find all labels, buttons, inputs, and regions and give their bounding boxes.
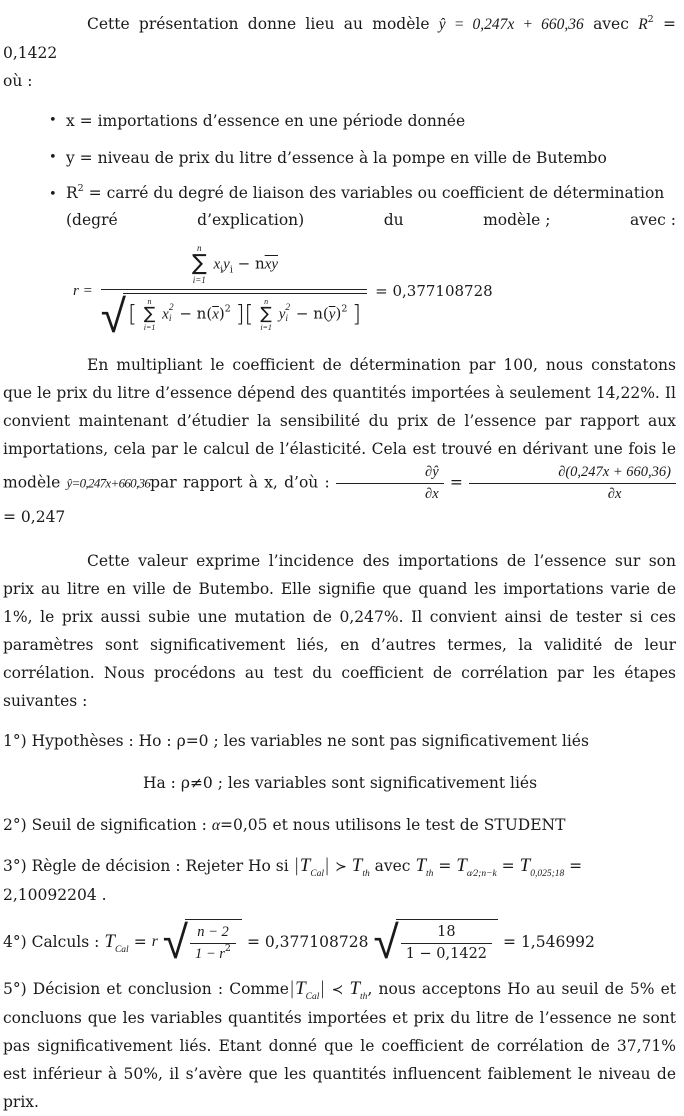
r2-symbol: R xyxy=(66,184,78,202)
sum-operator xyxy=(192,243,207,286)
list-item-x-definition xyxy=(49,107,676,135)
t-symbol: T xyxy=(415,855,427,877)
r2-definition-text: = carré du degré de liaison des variables ou coefficient de détermination xyxy=(88,184,665,202)
r-variable: r xyxy=(151,933,158,951)
r-squared-equals: = 0,1422 xyxy=(3,15,676,62)
square-root xyxy=(373,915,498,970)
t-quantile-subscript: 0,025;18 xyxy=(530,869,565,880)
sum-lower-limit: i=1 xyxy=(192,275,206,286)
t-th-subscript: th xyxy=(362,869,370,880)
sum-upper-limit: n xyxy=(147,296,152,306)
partial-x: ∂x xyxy=(425,485,439,502)
t-cal-subscript: Cal xyxy=(114,945,129,956)
var-y: y xyxy=(223,256,230,273)
sup-2: 2 xyxy=(224,943,231,955)
sup-2: 2 xyxy=(341,303,348,315)
one-minus-r2-value: 1 − 0,1422 xyxy=(405,946,488,963)
r2-exponent: 2 xyxy=(77,183,84,194)
model-equation: ŷ = 0,247x + 660,36 xyxy=(438,16,584,33)
x-sub-sup xyxy=(169,303,174,326)
minus-n-paren: − n( xyxy=(179,304,213,323)
one-minus-r-text: 1 − r xyxy=(194,946,225,963)
r-result: = 0,377108728 xyxy=(375,281,493,300)
t-theoretical xyxy=(349,978,368,1003)
t-symbol: T xyxy=(519,855,531,877)
derivative-expanded-fraction xyxy=(469,463,676,504)
t-alpha-half xyxy=(456,855,497,880)
sum-upper-limit: n xyxy=(197,243,202,253)
sub-i: i xyxy=(229,264,233,276)
abs-bar: | xyxy=(288,978,296,1000)
derivative-fraction xyxy=(336,463,444,504)
avec-text: avec xyxy=(374,857,411,876)
sum-upper-limit: n xyxy=(264,296,269,306)
close-bracket: ] xyxy=(235,301,245,328)
sigma-symbol: ∑ xyxy=(191,251,207,277)
r-squared-exponent: 2 xyxy=(647,14,654,25)
n-minus-2 xyxy=(190,923,236,944)
abs-bar: | xyxy=(324,855,331,877)
radical-sign: √ xyxy=(100,288,126,343)
t-th-value: = 2,10092204 . xyxy=(3,857,583,905)
partial-model: ∂(0,247x + 660,36) xyxy=(558,463,671,480)
abs-bar: | xyxy=(293,855,300,877)
var-y: y xyxy=(278,306,286,323)
derivative-denominator xyxy=(336,484,444,504)
word-degre: (degré xyxy=(66,211,118,229)
var-x: x xyxy=(162,306,169,323)
t-theoretical xyxy=(351,855,370,880)
t-calculated xyxy=(104,928,128,956)
radical-sign: √ xyxy=(162,915,188,970)
step-4-calculations xyxy=(3,915,676,970)
equals-sign: = xyxy=(438,857,452,876)
t-cal-subscript: Cal xyxy=(310,869,325,880)
definitions-list xyxy=(3,107,676,233)
abs-bar: | xyxy=(319,978,326,1000)
r-equals: r = xyxy=(73,282,93,299)
word-modele: modèle ; xyxy=(483,211,551,229)
elasticity-text2: par rapport à x, d’où : xyxy=(150,473,330,492)
numeric-fraction xyxy=(401,923,492,964)
n-minus-2-text: n − 2 xyxy=(197,924,229,941)
minus-n-paren: − n( xyxy=(295,304,329,323)
list-item-y-definition xyxy=(49,144,676,172)
square-root xyxy=(162,915,242,970)
intro-avec: avec xyxy=(593,15,629,33)
alpha-symbol: α xyxy=(211,817,220,835)
step-1-alternative-hypothesis: Ha : ρ≠0 ; les variables sont significativement liés xyxy=(143,774,538,793)
sub-i: i xyxy=(220,264,224,276)
formula-fraction xyxy=(100,243,367,343)
close-bracket: ] xyxy=(352,301,362,328)
r2-definition-line1 xyxy=(66,181,676,206)
ybar: $\overline{y}$ xyxy=(328,306,336,323)
sigma-symbol: ∑ xyxy=(260,303,272,324)
step-3-text: 3°) Règle de décision : Rejeter Ho si xyxy=(3,857,289,876)
step-2-text: 2°) Seuil de signification : xyxy=(3,816,207,835)
word-du: du xyxy=(383,211,404,229)
expanded-numerator xyxy=(469,463,676,484)
eighteen: 18 xyxy=(401,923,492,944)
formula-denominator xyxy=(100,288,367,343)
xbar-ybar: $\overline{xy}$ xyxy=(264,256,278,273)
derivative-numerator xyxy=(336,463,444,484)
r-squared-symbol: R xyxy=(638,16,648,33)
t-symbol: T xyxy=(104,931,115,953)
radicand xyxy=(396,919,498,964)
step-5-text: 5°) Décision et conclusion : Comme xyxy=(3,980,289,999)
one-minus-r2 xyxy=(190,944,236,964)
step-2-significance-level xyxy=(3,811,676,840)
xbar: $\overline{x}$ xyxy=(212,306,219,323)
close-paren: ) xyxy=(218,304,225,323)
t-cal-result: = 1,546992 xyxy=(503,933,595,952)
open-bracket: [ xyxy=(127,301,137,328)
r2-definition-line2 xyxy=(66,208,676,233)
t-symbol: T xyxy=(299,855,311,877)
word-avec: avec : xyxy=(629,211,676,229)
square-root xyxy=(100,288,367,343)
elasticity-text: En multipliant le coefficient de détermination par 100, nous constatons que le prix du litre d’essence dépend des quantités importées à seulement 14,22%. Il convient maintenant d’étudier la sensibilité du prix de l’essence par rapport aux importations, cela par le calcul de l’élasticité. Cela est trouvé en dérivant une fois le modèle xyxy=(3,355,676,492)
radicand xyxy=(123,293,367,332)
intro-text: Cette présentation donne lieu au modèle xyxy=(87,15,430,33)
t-theoretical xyxy=(415,855,434,880)
radical-sign: √ xyxy=(373,915,399,970)
close-paren: ) xyxy=(335,304,342,323)
step-3-decision-rule xyxy=(3,852,676,909)
equals-sign: = xyxy=(449,473,463,492)
t-th-subscript: th xyxy=(360,992,368,1003)
open-bracket: [ xyxy=(244,301,254,328)
sum-operator xyxy=(260,297,272,332)
radicand xyxy=(185,919,242,964)
t-calculated xyxy=(295,978,320,1003)
equals-sign: = xyxy=(501,857,515,876)
sum-operator xyxy=(144,297,156,332)
t-alpha-subscript: α∕2;n−k xyxy=(466,869,497,880)
elasticity-paragraph xyxy=(3,351,676,532)
list-item-r2-definition xyxy=(49,181,676,233)
t-symbol: T xyxy=(351,855,363,877)
t-cal-subscript: Cal xyxy=(305,992,320,1003)
word-explication: d’explication) xyxy=(197,211,305,229)
step-2-text2: et nous utilisons le test de STUDENT xyxy=(272,816,566,835)
partial-y: ∂ŷ xyxy=(425,463,439,480)
sigma-symbol: ∑ xyxy=(143,303,156,324)
minus-n: − n xyxy=(237,254,265,273)
ou-line: où : xyxy=(3,72,33,90)
sub-i: i xyxy=(285,314,289,325)
sum-lower-limit: i=1 xyxy=(260,322,272,332)
t-symbol: T xyxy=(456,855,467,877)
sup-2: 2 xyxy=(168,302,174,313)
formula-numerator xyxy=(101,243,367,290)
equals-sign: = xyxy=(133,933,147,952)
precedes-symbol: ≺ xyxy=(331,982,344,999)
t-quantile xyxy=(519,855,565,880)
y-sub-sup xyxy=(285,303,290,326)
t-th-subscript: th xyxy=(426,869,434,880)
sub-i: i xyxy=(168,314,172,325)
sup-2: 2 xyxy=(285,302,291,313)
y-definition-text: y = niveau de prix du litre d’essence à la pompe en ville de Butembo xyxy=(66,149,607,167)
intro-paragraph xyxy=(3,10,676,67)
step-5-conclusion xyxy=(3,975,676,1116)
inline-model-equation: ŷ=0,247x+660,36 xyxy=(66,475,151,491)
step-1-hypotheses: 1°) Hypothèses : Ho : ρ=0 ; les variables ne sont pas significativement liés xyxy=(3,732,589,751)
sup-2: 2 xyxy=(224,303,231,315)
alpha-value: =0,05 xyxy=(220,816,268,835)
derivative-result: = 0,247 xyxy=(3,508,66,527)
n-fraction xyxy=(190,923,236,964)
var-x: x xyxy=(213,256,221,273)
expanded-denominator xyxy=(469,484,676,504)
partial-x: ∂x xyxy=(607,485,622,502)
sum-lower-limit: i=1 xyxy=(143,322,156,332)
t-calculated xyxy=(299,855,325,880)
correlation-coefficient-formula xyxy=(73,243,676,343)
interpretation-paragraph: Cette valeur exprime l’incidence des importations de l’essence sur son prix au litre en ville de Butembo. Elle signifie que quand les importations varie de 1%, le prix aussi subie une mutation de 0,247%. Il convient ainsi de tester si ces paramètres sont significativement liés, en d’autres termes, la validité de leur corrélation. Nous procédons au test du coefficient de corrélation par les étapes suivantes : xyxy=(3,552,676,711)
t-symbol: T xyxy=(295,978,306,1000)
r-value: = 0,377108728 xyxy=(246,933,369,952)
succeeds-symbol: ≻ xyxy=(335,859,347,876)
x-definition-text: x = importations d’essence en une période donnée xyxy=(66,112,466,130)
step-4-label: 4°) Calculs : xyxy=(3,933,100,952)
step-5-text2: , nous acceptons Ho au seuil de 5% et concluons que les variables quantités importées et prix du litre de l’essence ne sont pas significativement liés. Etant donné que le coefficient de corrélation de 37,71% est inférieur à 50%, il s’avère que les quantités influencent faiblement le niveau de prix. xyxy=(3,980,677,1112)
t-symbol: T xyxy=(349,978,361,1000)
